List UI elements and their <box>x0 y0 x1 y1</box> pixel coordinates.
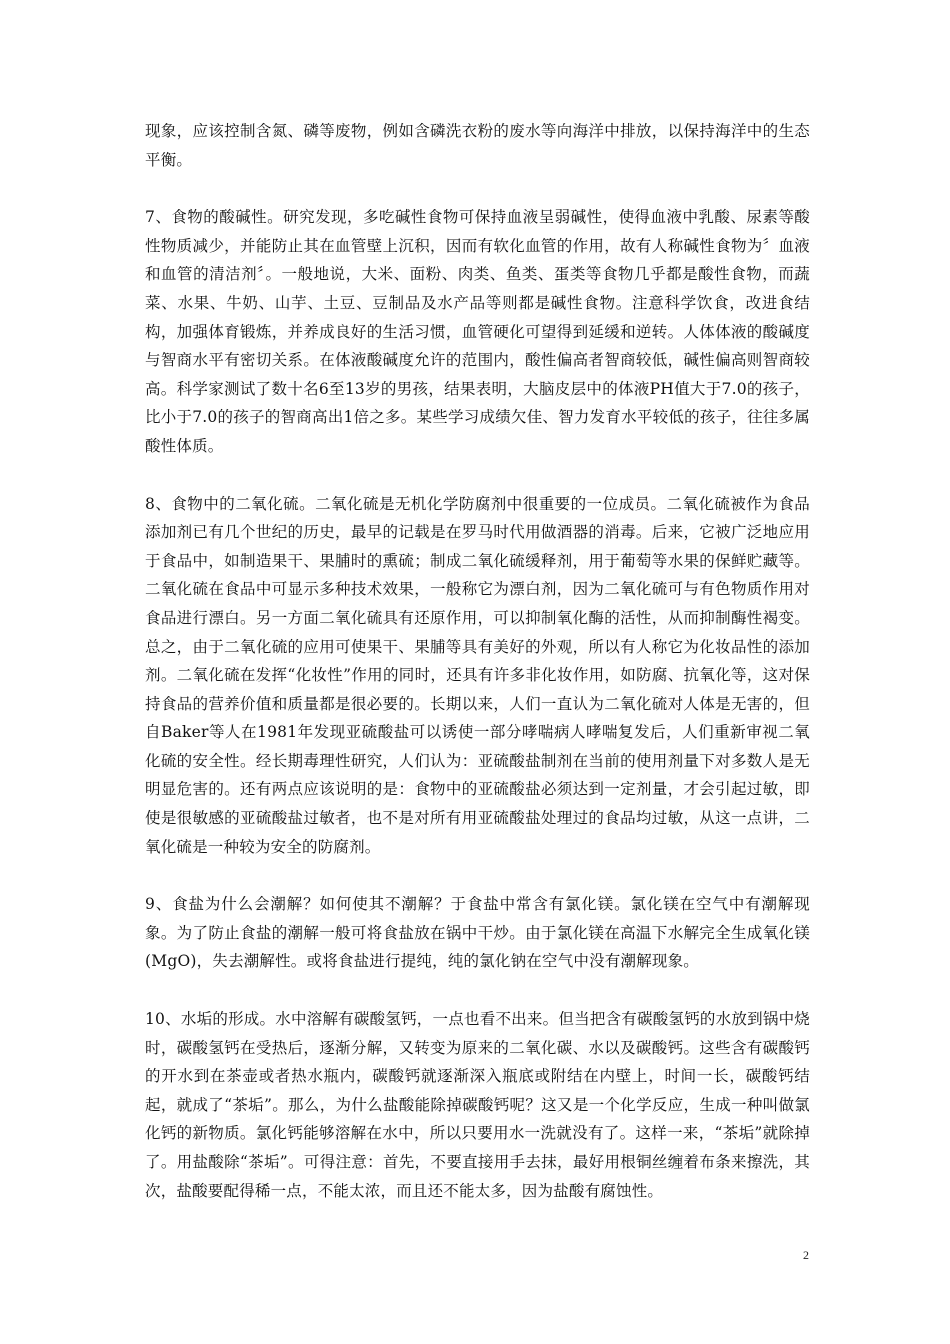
page-number: 2 <box>803 1248 809 1262</box>
paragraph-intro-continuation: 现象，应该控制含氮、磷等废物，例如含磷洗衣粉的废水等向海洋中排放，以保持海洋中的生态平衡。 <box>145 122 810 169</box>
paragraph-sulfur-dioxide: 8、食物中的二氧化硫。二氧化硫是无机化学防腐剂中很重要的一位成员。二氧化硫被作为食品添加剂已有几个世纪的历史，最早的记载是在罗马时代用做酒器的消毒。后来，它被广泛地应用于食品中，如制造果干、果脯时的熏硫；制成二氧化硫缓释剂，用于葡萄等水果的保鲜贮藏等。二氧化硫在食品中可显示多种技术效果，一般称它为漂白剂，因为二氧化硫可与有色物质作用对食品进行漂白。另一方面二氧化硫具有还原作用，可以抑制氧化酶的活性，从而抑制酶性褐变。总之，由于二氧化硫的应用可使果干、果脯等具有美好的外观，所以有人称它为化妆品性的添加剂。二氧化硫在发挥“化妆性”作用的同时，还具有许多非化妆作用，如防腐、抗氧化等，这对保持食品的营养价值和质量都是很必要的。长期以来，人们一直认为二氧化硫对人体是无害的，但自Baker等人在1981年发现亚硫酸盐可以诱使一部分哮喘病人哮喘复发后，人们重新审视二氧化硫的安全性。经长期毒理性研究，人们认为：亚硫酸盐制剂在当前的使用剂量下对多数人是无明显危害的。还有两点应该说明的是：食物中的亚硫酸盐必须达到一定剂量，才会引起过敏，即使是很敏感的亚硫酸盐过敏者，也不是对所有用亚硫酸盐处理过的食品均过敏，从这一点讲，二氧化硫是一种较为安全的防腐剂。 <box>145 494 810 856</box>
document-body <box>145 117 810 1234</box>
paragraph-food-acidity: 7、食物的酸碱性。研究发现，多吃碱性食物可保持血液呈弱碱性，使得血液中乳酸、尿素等酸性物质减少，并能防止其在血管壁上沉积，因而有软化血管的作用，故有人称碱性食物为〞血液和血管的清洁剂〞。一般地说，大米、面粉、肉类、鱼类、蛋类等食物几乎都是酸性食物，而蔬菜、水果、牛奶、山芋、土豆、豆制品及水产品等则都是碱性食物。注意科学饮食，改进食结构，加强体育锻炼，并养成良好的生活习惯，血管硬化可望得到延缓和逆转。人体体液的酸碱度与智商水平有密切关系。在体液酸碱度允许的范围内，酸性偏高者智商较低，碱性偏高则智商较高。科学家测试了数十名6至13岁的男孩，结果表明，大脑皮层中的体液PH值大于7.0的孩子，比小于7.0的孩子的智商高出1倍之多。某些学习成绩欠佳、智力发育水平较低的孩子，往往多属酸性体质。 <box>145 208 810 455</box>
paragraph-salt-deliquescence: 9、食盐为什么会潮解？如何使其不潮解？于食盐中常含有氯化镁。氯化镁在空气中有潮解现象。为了防止食盐的潮解一般可将食盐放在锅中干炒。由于氯化镁在高温下水解完全生成氧化镁(MgO)，失去潮解性。或将食盐进行提纯，纯的氯化钠在空气中没有潮解现象。 <box>145 895 810 971</box>
paragraph-scale-formation: 10、水垢的形成。水中溶解有碳酸氢钙，一点也看不出来。但当把含有碳酸氢钙的水放到锅中烧时，碳酸氢钙在受热后，逐渐分解，又转变为原来的二氧化碳、水以及碳酸钙。这些含有碳酸钙的开水到在茶壶或者热水瓶内，碳酸钙就逐渐深入瓶底或附结在内壁上，时间一长，碳酸钙结起，就成了“茶垢”。那么，为什么盐酸能除掉碳酸钙呢？这又是一个化学反应，生成一种叫做氯化钙的新物质。氯化钙能够溶解在水中，所以只要用水一洗就没有了。这样一来，“茶垢”就除掉了。用盐酸除“茶垢”。可得注意：首先，不要直接用手去抹，最好用根铜丝缠着布条来擦洗，其次，盐酸要配得稀一点，不能太浓，而且还不能太多，因为盐酸有腐蚀性。 <box>145 1010 810 1200</box>
